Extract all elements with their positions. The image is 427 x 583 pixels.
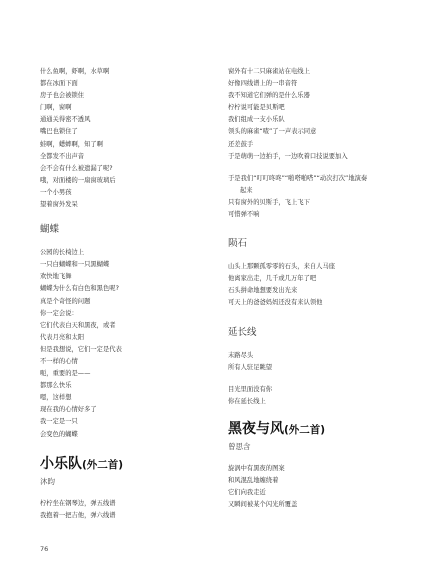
poem-line: 门啊，窗啊 xyxy=(40,104,72,112)
poem-line: 目光里面没有你 xyxy=(228,385,273,393)
poem-line: 什么鱼啊，虾啊，水草啊 xyxy=(40,68,110,75)
poem-line: 不一样的心情 xyxy=(40,357,78,365)
poem-line: 你一定会说： xyxy=(40,309,78,317)
left-column xyxy=(40,66,208,532)
poem-title-main: 小乐队 xyxy=(40,455,82,472)
section-title-butterfly: 蝴蝶 xyxy=(40,224,60,236)
poem-line: 窗外有十二只麻雀站在电线上 xyxy=(228,68,310,75)
poem-line: 它们向我走近 xyxy=(228,489,266,497)
poem-line: 还差鼓手 xyxy=(228,140,254,148)
poem-line: 和风混乱地缠绕着 xyxy=(228,476,279,484)
poem-line: 现在我的心情好多了 xyxy=(40,406,97,414)
poem-line: 会不会有什么被遗漏了呢? xyxy=(40,164,113,172)
poem-line: 他离家出走，几千或几万年了吧 xyxy=(228,275,317,283)
poem-line: 只有窗外的贝斯手，飞上飞下 xyxy=(228,198,310,206)
poem-line: 柠柠坐在钢琴边，弹五线谱 xyxy=(40,499,116,507)
poem-line: 于是萌萌一边拍手，一边吹着口技说要加入 xyxy=(228,152,348,160)
poem-author: 沐昀 xyxy=(40,476,55,486)
poem1-stanza xyxy=(40,66,208,211)
poem-line: 可惜弹不响 xyxy=(228,211,260,219)
poem-title-main: 黑夜与风 xyxy=(228,420,284,437)
poem-line: 起来 xyxy=(240,186,253,194)
poem-line: 蝴蝶为什么有白色和黑色呢? xyxy=(40,285,119,293)
poem-line: 房子也会被锁住 xyxy=(40,92,85,100)
poem-author: 曾思含 xyxy=(228,441,251,451)
poem-line: 公园的长椅边上 xyxy=(40,249,85,257)
meteor-stanza xyxy=(228,261,396,309)
poem-line: 一只白蝴蝶和一只黑蝴蝶 xyxy=(40,261,110,269)
poem-title-sub: (外二首) xyxy=(82,458,124,471)
poem-line: 真是个奇怪的问题 xyxy=(40,297,91,305)
poem-line: 石头拼命地想要发出光来 xyxy=(228,287,298,295)
poem-line: 柠柠说可能是贝斯吧 xyxy=(228,104,285,112)
poem-line: 欢快地飞舞 xyxy=(40,273,72,281)
poem-line: 我不知道它们弹的是什么乐器 xyxy=(228,92,310,100)
poem-line: 都那么快乐 xyxy=(40,382,72,390)
poem-line: 山头上那颗孤零零的石头，来自人马座 xyxy=(228,263,336,271)
poem-line: 所有人驻足眺望 xyxy=(228,363,273,371)
poem-line: 它们代表白天和黑夜，或者 xyxy=(40,321,116,329)
night-wind-stanza xyxy=(228,463,396,511)
butterfly-stanza xyxy=(40,247,208,441)
small-band-stanza-2 xyxy=(228,66,396,163)
poem-line: 代表月亮和太阳 xyxy=(40,333,85,341)
poem-line: 可天上的爸爸妈妈还没有来认领他 xyxy=(228,299,323,307)
right-column xyxy=(228,66,396,521)
poem-line: 哦，对面楼的一扇窗玻璃后 xyxy=(40,176,116,184)
poem-line: 都在冰面下面 xyxy=(40,80,78,88)
poem-line: 全都发不出声音 xyxy=(40,152,85,160)
poem-line: 好像四线谱上的一串音符 xyxy=(228,80,298,88)
section-title-extension-line: 延长线 xyxy=(228,326,257,338)
small-band-stanza-1 xyxy=(40,498,208,522)
poem-line: 望着窗外发呆 xyxy=(40,201,78,209)
poem-title-small-band xyxy=(40,455,208,474)
poem-title-sub: (外二首) xyxy=(284,423,326,436)
poem-line: 通通关得密不透风 xyxy=(40,116,91,124)
page-number: 76 xyxy=(40,545,49,553)
poem-line: 蛙啊，蟋蟀啊，知了啊 xyxy=(40,140,103,148)
poem-line: 你在延长线上 xyxy=(228,397,266,405)
poem-line: 我们组成一支小乐队 xyxy=(228,116,285,124)
poem-line: 嘴巴也锁住了 xyxy=(40,128,78,136)
poem-line: 于是我们“叮叮咚咚”“啪嗒啪嗒”“动次打次”地演奏 xyxy=(228,174,368,182)
section-title-meteor: 陨石 xyxy=(228,238,248,250)
poem-line: 呃，重要的是—— xyxy=(40,370,91,378)
poem-line: 又瞬间被某个闪光所覆盖 xyxy=(228,501,298,509)
small-band-stanza-3 xyxy=(228,173,396,221)
poem-line: 一个小男孩 xyxy=(40,188,72,196)
extension-stanza-1 xyxy=(228,350,396,374)
poem-line: 会变色的蝴蝶 xyxy=(40,430,78,438)
poem-line: 但是我想说，它们一定是代表 xyxy=(40,345,122,353)
poem-title-night-and-wind xyxy=(228,420,396,439)
poem-line: 我抱着一把吉他，弹六线谱 xyxy=(40,511,116,519)
poem-line: 嗯，这样想 xyxy=(40,394,72,402)
extension-stanza-2 xyxy=(228,384,396,408)
poem-line: 末路尽头 xyxy=(228,351,254,359)
poem-line: 旋涡中有黑夜的图案 xyxy=(228,464,285,472)
poem-line: 我一定是一只 xyxy=(40,418,78,426)
poem-line: 领头的麻雀“喳”了一声表示同意 xyxy=(228,128,317,136)
